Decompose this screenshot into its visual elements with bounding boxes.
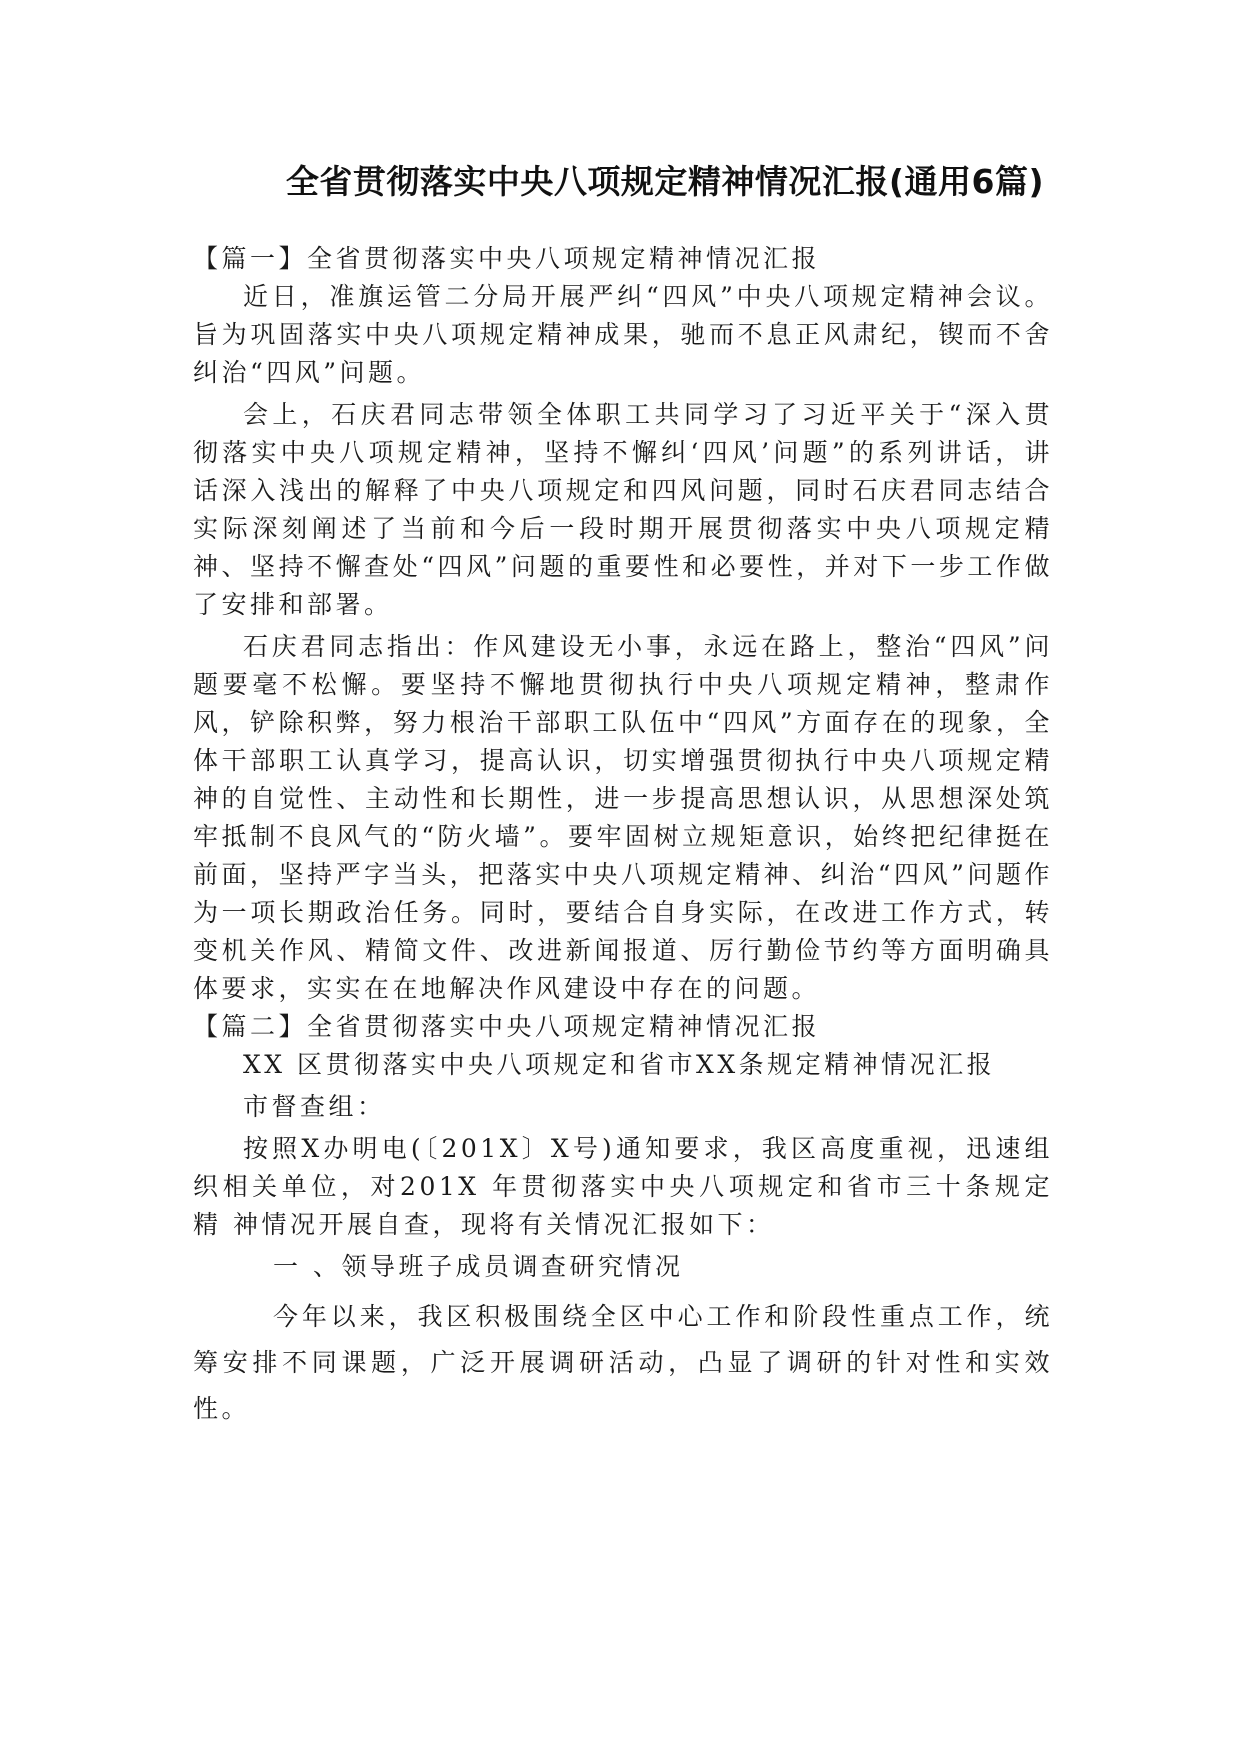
section-1-paragraph-2: 会上，石庆君同志带领全体职工共同学习了习近平关于“深入贯彻落实中央八项规定精神，坚持不懈纠‘四风’问题”的系列讲话，讲话深入浅出的解释了中央八项规定和四风问题，同时石庆君同志结合实际深刻阐述了当前和今后一段时期开展贯彻落实中央八项规定精神、坚持不懈查处“四风”问题的重要性和必要性，并对下一步工作做了安排和部署。	[193, 400, 1053, 619]
section-1-paragraph-1: 近日，准旗运管二分局开展严纠“四风”中央八项规定精神会议。旨为巩固落实中央八项规定精神成果，驰而不息正风肃纪，锲而不舍纠治“四风”问题。	[193, 282, 1053, 387]
section-2-intro: 按照X办明电(〔201X〕X号)通知要求，我区高度重视，迅速组 织相关单位，对201X 年贯彻落实中央八项规定和省市三十条规定精 神情况开展自查，现将有关情况汇报如下：	[193, 1134, 1053, 1239]
document-body	[193, 240, 1053, 1436]
section-2-subtitle: XX 区贯彻落实中央八项规定和省市XX条规定精神情况汇报	[243, 1050, 996, 1079]
section-2-point-1-heading: 一 、领导班子成员调查研究情况	[273, 1252, 684, 1281]
section-2-heading: 【篇二】全省贯彻落实中央八项规定精神情况汇报	[193, 1012, 821, 1041]
section-1-heading: 【篇一】全省贯彻落实中央八项规定精神情况汇报	[193, 244, 821, 273]
section-1-paragraph-3: 石庆君同志指出：作风建设无小事，永远在路上，整治“四风”问题要毫不松懈。要坚持不懈地贯彻执行中央八项规定精神，整肃作风，铲除积弊，努力根治干部职工队伍中“四风”方面存在的现象，全体干部职工认真学习，提高认识，切实增强贯彻执行中央八项规定精神的自觉性、主动性和长期性，进一步提高思想认识，从思想深处筑牢抵制不良风气的“防火墙”。要牢固树立规矩意识，始终把纪律挺在前面，坚持严字当头，把落实中央八项规定精神、纠治“四风”问题作为一项长期政治任务。同时，要结合自身实际，在改进工作方式，转变机关作风、精简文件、改进新闻报道、厉行勤俭节约等方面明确具体要求，实实在在地解决作风建设中存在的问题。	[193, 632, 1053, 1003]
section-2-point-1-text: 今年以来，我区积极围绕全区中心工作和阶段性重点工作，统筹安排不同课题，广泛开展调研活动，凸显了调研的针对性和实效性。	[193, 1302, 1053, 1423]
document-title: 全省贯彻落实中央八项规定精神情况汇报(通用6篇)	[285, 162, 1045, 201]
section-2-salutation: 市督查组：	[243, 1092, 386, 1121]
